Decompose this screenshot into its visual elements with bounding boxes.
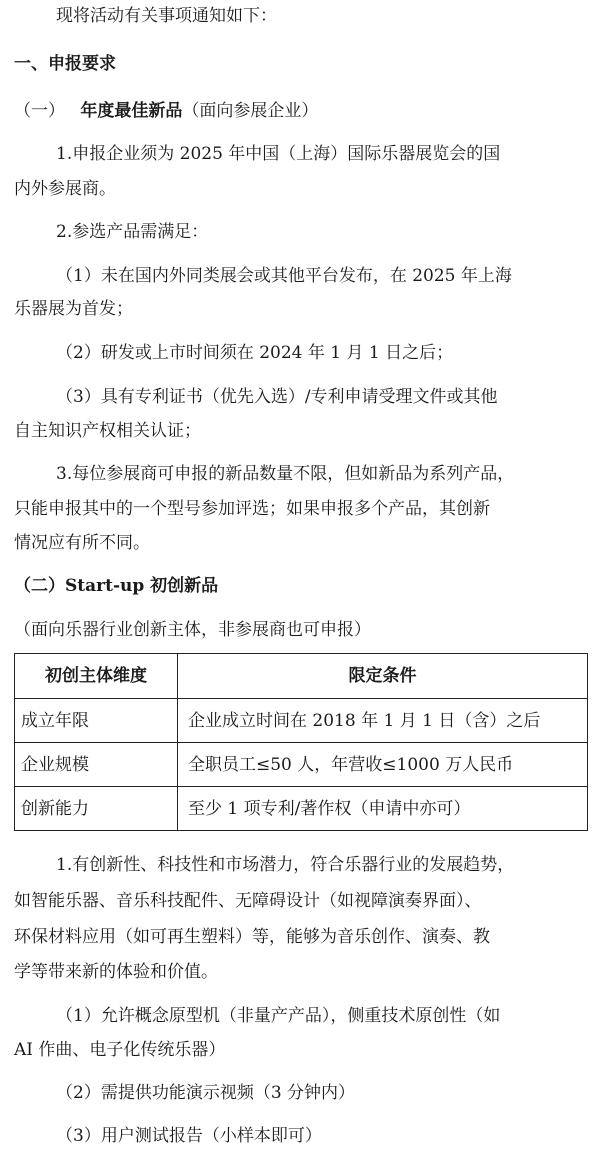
paragraph-line: 只能申报其中的一个型号参加评选；如果申报多个产品，其创新	[14, 499, 490, 519]
table-cell: 全职员工≤50 人，年营收≤1000 万人民币	[178, 743, 588, 787]
table-cell: 创新能力	[15, 787, 178, 831]
table-header-row	[15, 654, 588, 699]
paragraph-line: 3.每位参展商可申报的新品数量不限，但如新品为系列产品，	[56, 464, 515, 484]
table-cell: 至少 1 项专利/著作权（申请中亦可）	[178, 787, 588, 831]
subsection-note-2: （面向乐器行业创新主体，非参展商也可申报）	[14, 620, 371, 640]
paragraph-line: （1）未在国内外同类展会或其他平台发布，在 2025 年上海	[56, 266, 512, 286]
table-row	[15, 699, 588, 743]
intro-line: 现将活动有关事项通知如下：	[56, 6, 277, 26]
table-cell: 成立年限	[15, 699, 178, 743]
subsection-heading-2: （二）Start-up 初创新品	[14, 576, 219, 596]
paragraph-line: 如智能乐器、音乐科技配件、无障碍设计（如视障演奏界面）、	[14, 891, 482, 911]
subsection-heading-1	[14, 99, 318, 123]
subsection-title: 年度最佳新品	[80, 101, 183, 121]
paragraph-line: 情况应有所不同。	[14, 533, 150, 553]
startup-criteria-table	[14, 653, 588, 831]
subsection-number: （一）	[14, 101, 65, 121]
paragraph-line: （1）允许概念原型机（非量产产品），侧重技术原创性（如	[56, 1006, 501, 1026]
table-row	[15, 743, 588, 787]
paragraph-line: 1.申报企业须为 2025 年中国（上海）国际乐器展览会的国	[56, 144, 501, 164]
paragraph-line: （2）研发或上市时间须在 2024 年 1 月 1 日之后；	[56, 343, 454, 363]
table-cell: 企业规模	[15, 743, 178, 787]
subsection-note: （面向参展企业）	[182, 101, 319, 121]
table-cell: 企业成立时间在 2018 年 1 月 1 日（含）之后	[178, 699, 588, 743]
paragraph-line: （2）需提供功能演示视频（3 分钟内）	[56, 1083, 356, 1103]
paragraph-line: 2.参选产品需满足：	[56, 222, 209, 242]
table-header: 初创主体维度	[15, 654, 178, 699]
paragraph-line: 1.有创新性、科技性和市场潜力，符合乐器行业的发展趋势，	[56, 855, 515, 875]
paragraph-line: AI 作曲、电子化传统乐器）	[14, 1040, 226, 1060]
paragraph-line: 内外参展商。	[14, 179, 116, 199]
paragraph-line: 乐器展为首发；	[14, 299, 133, 319]
paragraph-line: （3）用户测试报告（小样本即可）	[56, 1126, 322, 1146]
table-header: 限定条件	[178, 654, 588, 699]
paragraph-line: （3）具有专利证书（优先入选）/专利申请受理文件或其他	[56, 387, 498, 407]
table-row	[15, 787, 588, 831]
paragraph-line: 环保材料应用（如可再生塑料）等，能够为音乐创作、演奏、教	[14, 927, 490, 947]
section-heading-1: 一、申报要求	[14, 54, 116, 74]
paragraph-line: 学等带来新的体验和价值。	[14, 962, 218, 982]
paragraph-line: 自主知识产权相关认证；	[14, 421, 201, 441]
